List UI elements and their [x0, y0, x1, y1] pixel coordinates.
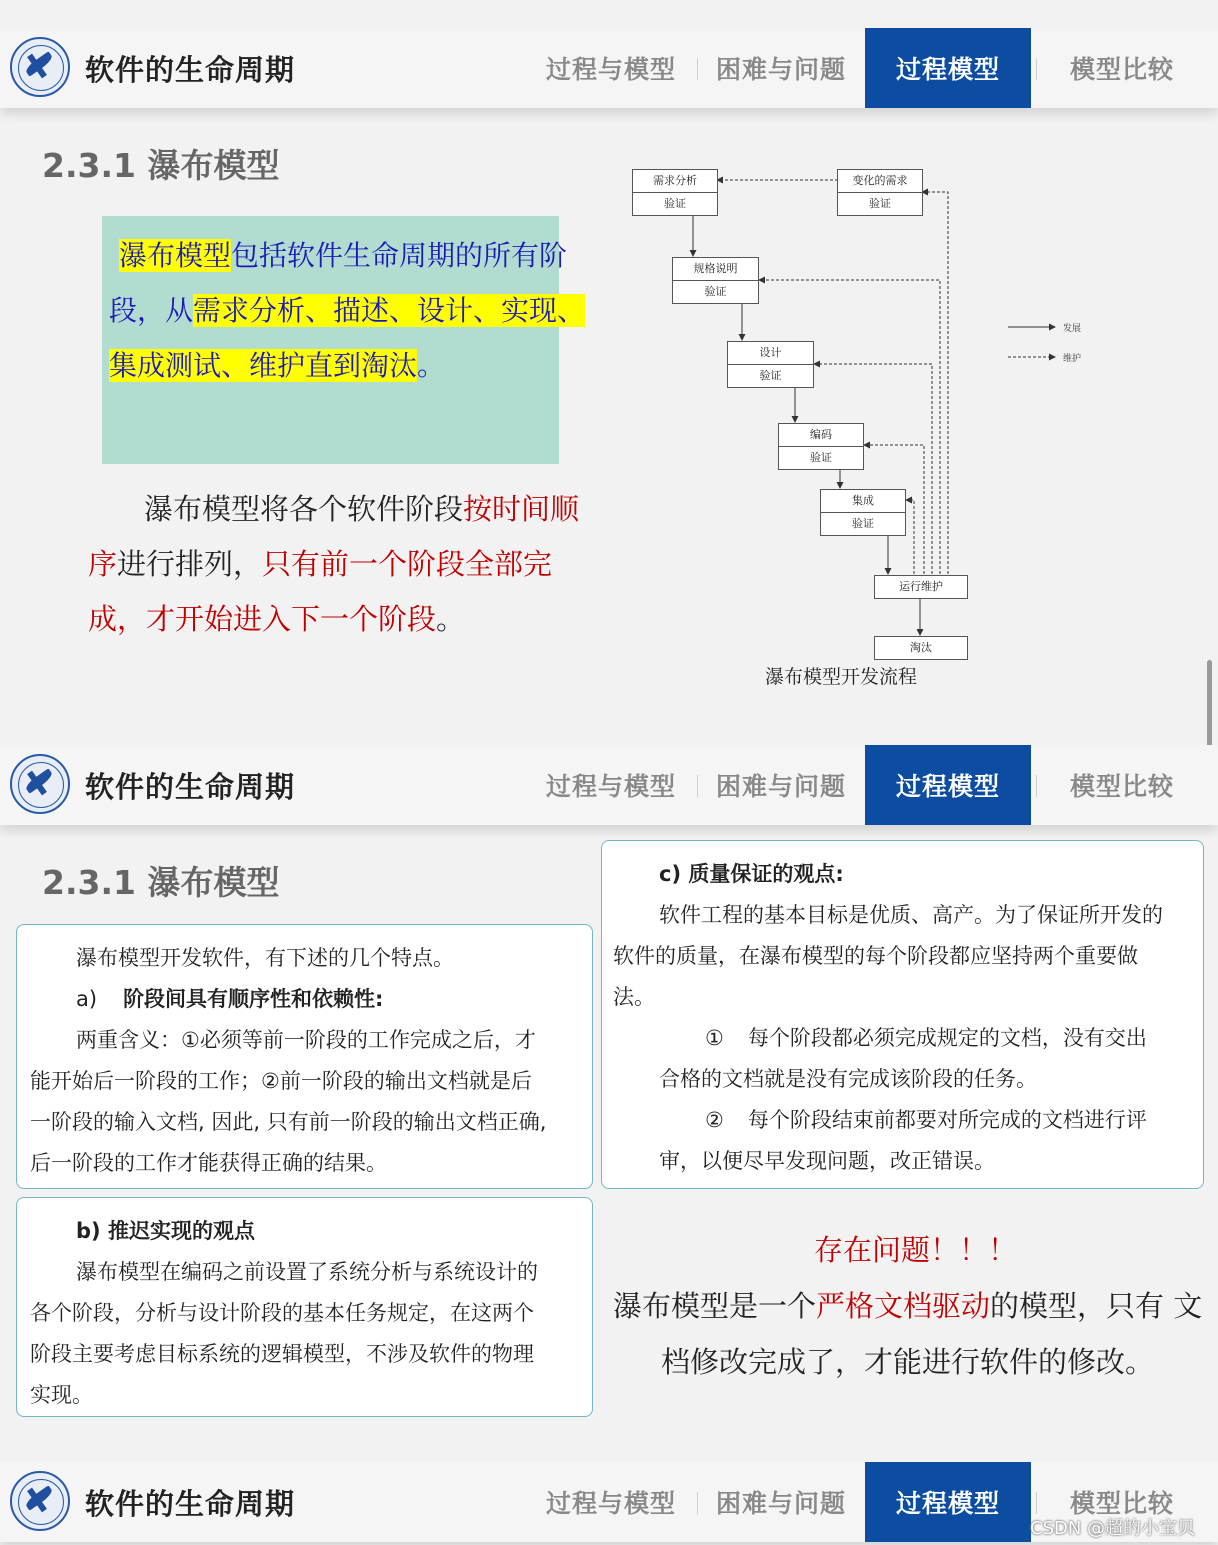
university-logo-icon [10, 1471, 70, 1531]
stage-specification: 规格说明 验证 [672, 257, 759, 304]
stage-coding: 编码 验证 [778, 423, 864, 470]
tab-model-comparison[interactable]: 模型比较 [1069, 1489, 1174, 1518]
tab-divider [697, 1492, 698, 1514]
university-logo-icon [10, 754, 70, 814]
feature-c-text: c) 质量保证的观点: 软件工程的基本目标是优质、高产。为了保证所开发的 软件的质量，在瀑布模型的每个阶段都应坚持两个重要做 法。 ① 每个阶段都必须完成规定的文档，没有交出 合格的文档就是没有完成该阶段的任务。 ② 每个阶段结束前都要对所完成的文档进行评 审，以便尽早发现问题，改正错误。 [613, 862, 1163, 1173]
tab-difficulties-and-problems[interactable]: 困难与问题 [715, 772, 846, 801]
slide2-heading: 2.3.1 瀑布模型 [42, 863, 280, 902]
site-title: 软件的生命周期 [85, 53, 296, 87]
tab-model-comparison[interactable]: 模型比较 [1069, 55, 1174, 84]
tab-process-and-model[interactable]: 过程与模型 [545, 1489, 676, 1518]
definition-text: 瀑布模型包括软件生命周期的所有阶段，从需求分析、描述、设计、实现、集成测试、维护直到淘汰。 [109, 239, 586, 382]
problem-text: 瀑布模型是一个严格文档驱动的模型，只有 文 档修改完成了，才能进行软件的修改。 [613, 1289, 1203, 1379]
tab-process-models[interactable]: 过程模型 [865, 1462, 1031, 1542]
top-nav-bar [0, 745, 1218, 825]
tab-divider [697, 775, 698, 797]
stage-retirement: 淘汰 [874, 636, 968, 660]
tab-divider [1036, 775, 1037, 797]
stage-integration: 集成 验证 [820, 489, 906, 536]
stage-changing-requirements: 变化的需求 验证 [837, 169, 923, 216]
stage-requirements: 需求分析 验证 [632, 169, 718, 216]
legend-maintenance: 维护 [1063, 354, 1082, 364]
problem-title: 存在问题！！！ [814, 1233, 1018, 1267]
site-title: 软件的生命周期 [85, 1487, 296, 1521]
feature-a-text: 瀑布模型开发软件，有下述的几个特点。 a) 阶段间具有顺序性和依赖性: 两重含义：①必须等前一阶段的工作完成之后，才 能开始后一阶段的工作；②前一阶段的输出文档就是后 一阶段的输入文档, 因此, 只有前一阶段的输出文档正确, 后一阶段的工作才能获得正确的结果。 [30, 946, 547, 1175]
stage-design: 设计 验证 [727, 341, 814, 388]
tab-divider [1036, 1492, 1037, 1514]
tab-difficulties-and-problems[interactable]: 困难与问题 [715, 1489, 846, 1518]
site-title: 软件的生命周期 [85, 770, 296, 804]
csdn-watermark: CSDN @超的小宝贝 [1030, 1518, 1196, 1539]
waterfall-diagram-connectors [0, 0, 1218, 720]
tab-process-and-model[interactable]: 过程与模型 [545, 55, 676, 84]
legend-development: 发展 [1063, 324, 1082, 334]
stage-maintenance: 运行维护 [874, 575, 968, 599]
tab-model-comparison[interactable]: 模型比较 [1069, 772, 1174, 801]
slide1-heading: 2.3.1 瀑布模型 [42, 146, 280, 185]
feature-b-text: b) 推迟实现的观点 瀑布模型在编码之前设置了系统分析与系统设计的 各个阶段，分析与设计阶段的基本任务规定，在这两个 阶段主要考虑目标系统的逻辑模型，不涉及软件的物理 实现。 [30, 1219, 538, 1407]
sequence-paragraph: 瀑布模型将各个软件阶段按时间顺序进行排列，只有前一个阶段全部完成，才开始进入下一个阶段。 [88, 492, 580, 636]
tab-difficulties-and-problems[interactable]: 困难与问题 [715, 55, 846, 84]
diagram-caption: 瀑布模型开发流程 [765, 666, 918, 688]
tab-process-models[interactable]: 过程模型 [865, 745, 1031, 825]
tab-process-models[interactable]: 过程模型 [865, 28, 1031, 108]
tab-process-and-model[interactable]: 过程与模型 [545, 772, 676, 801]
